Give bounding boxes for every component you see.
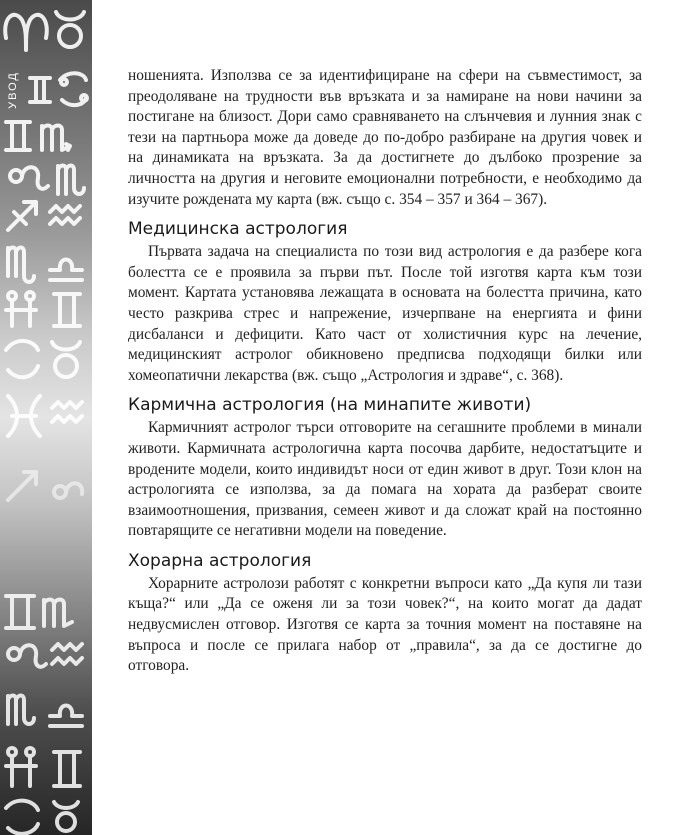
gemini-glyph-icon	[54, 294, 80, 326]
gemini-icon	[30, 78, 50, 102]
gemini-icon-3	[6, 596, 34, 628]
section-paragraph-medical: Първата задача на специалиста по този вид астрология е да разбере кога болестта се е проявила за първи път. После той изготвя карта към този момент. Картата установява лежащата в основата на болестта причина, като често разкрива стрес и напрежение, изчерпване на енергията и фини дисбаланси и дефицити. Като част от холистичния курс на лечение, медицинският астролог обикновено предписва подходящи билки или хомеопатични лекарства (вж. също „Астрология и здраве“, с. 368).	[128, 243, 642, 384]
aquarius-figure-icon	[52, 644, 82, 664]
gemini-large-icon	[6, 122, 30, 150]
taurus-icon-3	[54, 802, 78, 831]
section-heading-medical: Медицинска астрология	[128, 219, 348, 240]
gemini-figures-icon-2	[6, 748, 36, 786]
cancer-icon-2	[6, 341, 38, 377]
intro-paragraph: ношенията. Използва се за идентифициране на сфери на съвместимост, за преодоляване на трудности във връзката и за намиране на нови начини за постигане на близост. Дори само сравняването на слънчевия и лунния знак с тези на партньора може да доведе до по-добро разбиране на другия човек и на динамиката на връзката. За да достигнете до дълбоко прозрение за личността на другия и неговите емоционални потребности, е необходимо да изучите рождената му карта (вж. също с. 354 – 357 и 364 – 367).	[128, 67, 642, 208]
aries-icon	[5, 15, 47, 50]
section-paragraph-karmic: Кармичният астролог търси отговорите на сегашните проблеми в минали животи. Кармичната астрологична карта посочва дарбите, недостатъците и вродените модели, които индивидът носи от един живот в друг. Този клон на астрологията се използва, за да помага на хората да разберат своите взаимоотношения, призвания, семеен живот и да сложат край на постоянно повтарящите се негативни модели на поведение.	[128, 419, 642, 540]
section-paragraph-horary: Хорарните астролози работят с конкретни въпроси като „Да купя ли тази къща?“ или „Да се оженя ли за този човек?“, на които могат да дадат недвусмислен отговор. Изготвя се карта за точния момент на поставяне на въпроса и после се прилага набор от „правила“, за да се достигне до отговора.	[128, 574, 642, 675]
gemini-glyph-icon-2	[54, 752, 80, 786]
sagittarius-icon	[8, 202, 36, 230]
zodiac-glyph-pattern	[0, 0, 92, 835]
virgo-icon-2	[8, 248, 34, 283]
aquarius-icon	[50, 206, 80, 224]
cancer-icon	[60, 73, 87, 105]
taurus-icon-2	[52, 342, 80, 377]
section-heading-karmic: Кармична астрология (на минапите животи)	[128, 395, 532, 416]
leo-icon-2	[54, 483, 82, 498]
pisces-icon	[8, 396, 40, 436]
libra-icon-2	[50, 706, 82, 727]
leo-figure-icon	[8, 645, 46, 667]
page-content	[128, 66, 642, 677]
scorpio-icon-2	[44, 600, 72, 627]
section-heading-horary: Хорарна астрология	[128, 550, 312, 571]
sagittarius-icon-2	[8, 472, 36, 500]
virgo-icon-3	[8, 696, 34, 725]
virgo-icon	[58, 166, 84, 195]
taurus-icon	[56, 12, 84, 47]
section-label: УВОД	[7, 71, 20, 109]
aquarius-icon-2	[52, 402, 82, 422]
zodiac-sidebar	[0, 0, 92, 835]
leo-icon	[10, 167, 48, 189]
cancer-icon-3	[6, 801, 38, 834]
scorpio-icon	[42, 126, 70, 151]
gemini-figures-icon	[6, 292, 36, 326]
libra-icon	[50, 260, 82, 281]
